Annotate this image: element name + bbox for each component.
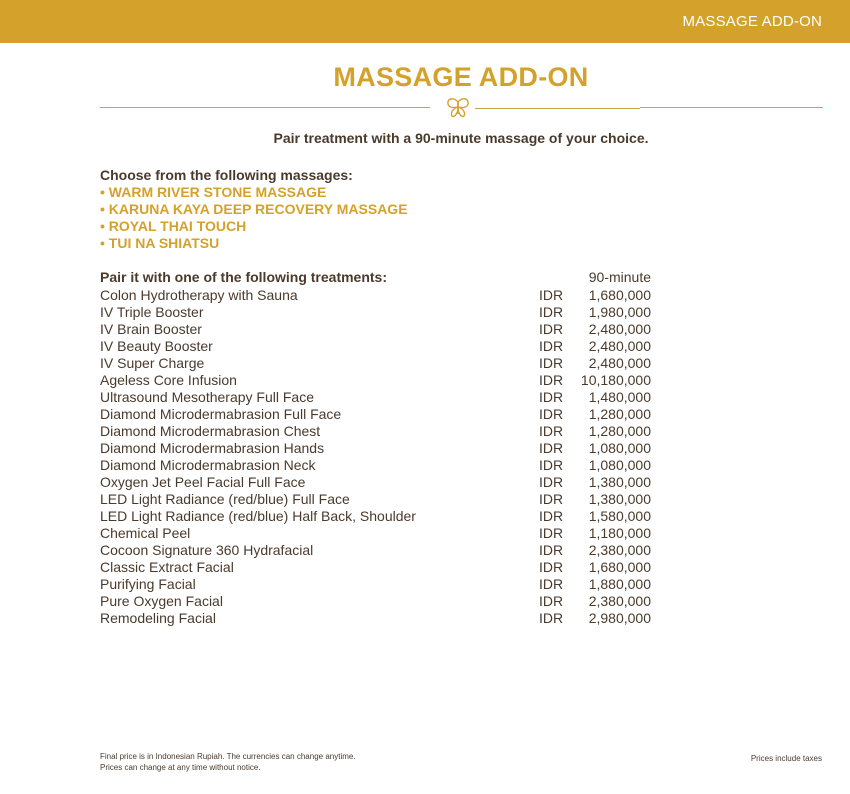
treatment-row: [100, 440, 651, 457]
treatment-price: 1,880,000: [588, 576, 651, 592]
treatment-name: Pure Oxygen Facial: [100, 593, 223, 609]
treatment-name: Cocoon Signature 360 Hydrafacial: [100, 542, 314, 558]
treatment-price: 1,580,000: [588, 508, 651, 524]
treatment-currency: IDR: [539, 389, 564, 405]
treatment-currency: IDR: [539, 525, 564, 541]
treatment-row: [100, 338, 651, 355]
treatment-name: Diamond Microdermabrasion Hands: [100, 440, 325, 456]
treatment-row: [100, 355, 651, 372]
massage-item: • KARUNA KAYA DEEP RECOVERY MASSAGE: [100, 201, 408, 217]
treatment-row: [100, 525, 651, 542]
treatment-currency: IDR: [539, 287, 564, 303]
treatment-row: [100, 508, 651, 525]
treatment-name: Diamond Microdermabrasion Chest: [100, 423, 321, 439]
treatment-row: [100, 406, 651, 423]
treatment-price: 1,980,000: [588, 304, 651, 320]
treatment-currency: IDR: [539, 440, 564, 456]
treatment-price: 1,680,000: [588, 559, 651, 575]
header-bar: [0, 0, 850, 43]
treatment-price-list: [100, 287, 651, 627]
divider-middle: [475, 108, 640, 109]
treatment-name: Ultrasound Mesotherapy Full Face: [100, 389, 314, 405]
treatment-currency: IDR: [539, 457, 564, 473]
treatment-name: Colon Hydrotherapy with Sauna: [100, 287, 298, 303]
treatment-row: [100, 389, 651, 406]
treatment-currency: IDR: [539, 304, 564, 320]
treatment-price: 2,380,000: [588, 542, 651, 558]
treatment-price: 1,080,000: [588, 457, 651, 473]
treatment-row: [100, 372, 651, 389]
treatment-price: 1,380,000: [588, 474, 651, 490]
treatment-currency: IDR: [539, 542, 564, 558]
treatment-row: [100, 474, 651, 491]
treatment-price: 2,480,000: [588, 321, 651, 337]
treatment-currency: IDR: [539, 508, 564, 524]
price-footnote: [100, 751, 356, 773]
massage-item: • ROYAL THAI TOUCH: [100, 218, 247, 234]
treatment-row: [100, 491, 651, 508]
treatment-price: 2,980,000: [588, 610, 651, 626]
treatment-row: [100, 423, 651, 440]
treatment-price: 1,080,000: [588, 440, 651, 456]
treatment-row: [100, 542, 651, 559]
treatment-price: 2,480,000: [588, 338, 651, 354]
treatment-currency: IDR: [539, 406, 564, 422]
treatment-row: [100, 610, 651, 627]
massage-item: • TUI NA SHIATSU: [100, 235, 220, 251]
treatment-name: IV Beauty Booster: [100, 338, 213, 354]
treatment-name: Classic Extract Facial: [100, 559, 234, 575]
treatment-currency: IDR: [539, 610, 564, 626]
treatment-name: IV Brain Booster: [100, 321, 202, 337]
treatment-currency: IDR: [539, 559, 564, 575]
treatment-currency: IDR: [539, 474, 564, 490]
treatment-currency: IDR: [539, 423, 564, 439]
treatment-price: 1,280,000: [588, 406, 651, 422]
treatment-name: IV Triple Booster: [100, 304, 204, 320]
treatment-row: [100, 287, 651, 304]
treatment-row: [100, 321, 651, 338]
butterfly-ornament-icon: [444, 97, 472, 119]
section-label: MASSAGE ADD-ON: [682, 13, 822, 30]
treatment-name: LED Light Radiance (red/blue) Full Face: [100, 491, 350, 507]
treatment-price: 1,680,000: [588, 287, 651, 303]
treatment-name: Diamond Microdermabrasion Full Face: [100, 406, 342, 422]
footnote-line: Final price is in Indonesian Rupiah. The currencies can change anytime.: [100, 752, 356, 761]
massage-list: [100, 184, 408, 252]
duration-column-header: 90-minute: [588, 269, 651, 285]
treatment-currency: IDR: [539, 338, 564, 354]
treatment-row: [100, 593, 651, 610]
treatment-price: 1,380,000: [588, 491, 651, 507]
treatment-price: 1,480,000: [588, 389, 651, 405]
treatment-price: 10,180,000: [580, 372, 651, 388]
treatment-price: 1,280,000: [588, 423, 651, 439]
page-title: MASSAGE ADD-ON: [333, 62, 589, 92]
treatment-name: Chemical Peel: [100, 525, 191, 541]
treatment-currency: IDR: [539, 372, 564, 388]
treatment-currency: IDR: [539, 593, 564, 609]
footnote-line: Prices can change at any time without notice.: [100, 763, 261, 772]
treatment-name: LED Light Radiance (red/blue) Half Back, Shoulder: [100, 508, 416, 524]
treatment-price: 2,380,000: [588, 593, 651, 609]
massage-item: • WARM RIVER STONE MASSAGE: [100, 184, 327, 200]
divider-right: [640, 107, 823, 108]
treatment-row: [100, 304, 651, 321]
treatment-price: 2,480,000: [588, 355, 651, 371]
treatment-row: [100, 457, 651, 474]
treatment-currency: IDR: [539, 491, 564, 507]
treatment-currency: IDR: [539, 576, 564, 592]
treatment-name: Diamond Microdermabrasion Neck: [100, 457, 316, 473]
treatment-row: [100, 576, 651, 593]
taxes-note: Prices include taxes: [750, 754, 822, 763]
treatment-row: [100, 559, 651, 576]
treatment-name: IV Super Charge: [100, 355, 205, 371]
treatment-name: Ageless Core Infusion: [100, 372, 237, 388]
treatment-currency: IDR: [539, 321, 564, 337]
treatment-price: 1,180,000: [588, 525, 651, 541]
treatment-name: Oxygen Jet Peel Facial Full Face: [100, 474, 306, 490]
subtitle: Pair treatment with a 90-minute massage of your choice.: [273, 130, 649, 146]
treatment-name: Remodeling Facial: [100, 610, 216, 626]
massages-heading: Choose from the following massages:: [100, 167, 353, 183]
treatment-name: Purifying Facial: [100, 576, 196, 592]
treatments-heading: Pair it with one of the following treatments:: [100, 269, 388, 285]
treatment-currency: IDR: [539, 355, 564, 371]
divider-left: [100, 107, 430, 108]
